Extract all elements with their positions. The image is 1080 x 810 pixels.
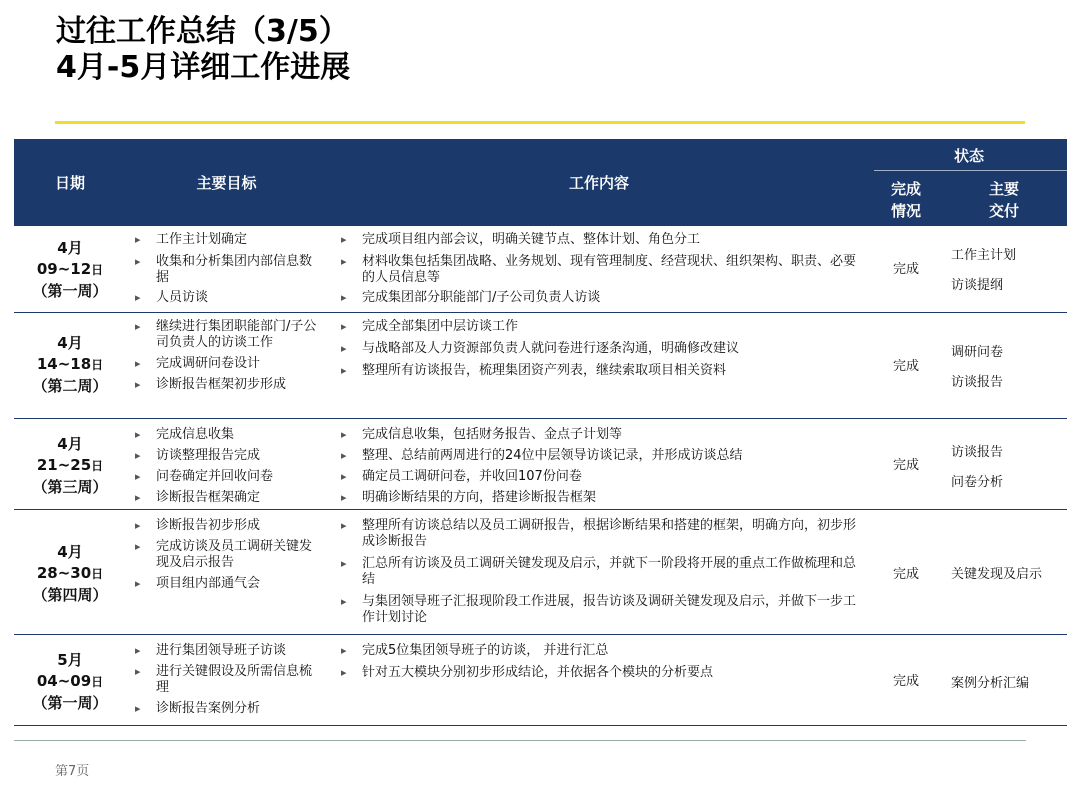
page-number: 第7页: [55, 764, 90, 779]
goal-item: ▸ 访谈整理报告完成: [134, 448, 319, 464]
row-status: 完成: [892, 359, 919, 374]
goal-item: ▸ 诊断报告案例分析: [134, 701, 319, 717]
row-month: 4月: [57, 334, 83, 352]
work-item: ▸ 完成全部集团中层访谈工作: [340, 319, 868, 335]
goal-item: ▸ 进行关键假设及所需信息梳理: [134, 664, 319, 696]
work-item: ▸ 整理、总结前两周进行的24位中层领导访谈记录，并形成访谈总结: [340, 448, 868, 464]
work-item: ▸ 完成项目组内部会议，明确关键节点、整体计划、角色分工: [340, 232, 868, 248]
goal-item: ▸ 诊断报告框架初步形成: [134, 377, 319, 393]
row-goals: [134, 319, 319, 393]
row-week: （第三周）: [32, 478, 108, 496]
row-goals: [134, 427, 319, 506]
deliverable-item: 问卷分析: [951, 475, 1004, 490]
row-day-suffix: 日: [91, 675, 104, 689]
row-work: [340, 643, 868, 681]
row-range: 14~18: [36, 355, 92, 373]
goal-item: ▸ 诊断报告框架确定: [134, 490, 319, 506]
row-month: 4月: [57, 239, 83, 257]
row-day-suffix: 日: [91, 263, 104, 277]
deliverable-item: 调研问卷: [951, 345, 1004, 360]
row-deliverables: [951, 445, 1071, 491]
row-week: （第一周）: [32, 694, 108, 712]
row-work: [340, 518, 868, 626]
row-day-suffix: 日: [91, 459, 104, 473]
row-day-suffix: 日: [91, 358, 104, 372]
row-week: （第二周）: [32, 377, 108, 395]
footer-divider: [14, 740, 1026, 741]
row-work: [340, 232, 868, 306]
work-item: ▸ 与集团领导班子汇报现阶段工作进展，报告访谈及调研关键发现及启示，并做下一步工作计划讨论: [340, 594, 868, 626]
row-status: 完成: [892, 567, 919, 582]
work-item: ▸ 完成5位集团领导班子的访谈， 并进行汇总: [340, 643, 868, 659]
row-goals: [134, 518, 319, 592]
work-item: ▸ 整理所有访谈总结以及员工调研报告，根据诊断结果和搭建的框架，明确方向，初步形成诊断报告: [340, 518, 868, 550]
table-header: [14, 139, 1067, 226]
row-range: 28~30: [36, 564, 92, 582]
table-row: [14, 228, 1067, 313]
row-status: 完成: [892, 262, 919, 277]
row-deliverables: [951, 676, 1071, 692]
work-item: ▸ 材料收集包括集团战略、业务规划、现有管理制度、经营现状、组织架构、职责、必要的人员信息等: [340, 254, 868, 286]
work-item: ▸ 确定员工调研问卷，并收回107份问卷: [340, 469, 868, 485]
table-row: [14, 510, 1067, 635]
work-item: ▸ 明确诊断结果的方向，搭建诊断报告框架: [340, 490, 868, 506]
deliverable-item: 访谈报告: [951, 375, 1004, 390]
row-date: [14, 238, 126, 302]
row-deliverables: [951, 567, 1071, 583]
table-row: [14, 419, 1067, 510]
goal-item: ▸ 项目组内部通气会: [134, 576, 319, 592]
row-range: 04~09: [36, 672, 92, 690]
header-deliv-line-2: 交付: [988, 202, 1019, 220]
row-date: [14, 542, 126, 606]
row-month: 5月: [57, 651, 83, 669]
row-work: [340, 427, 868, 506]
row-goals: [134, 643, 319, 717]
table-row: [14, 635, 1067, 726]
row-deliverables: [951, 345, 1071, 391]
row-range: 09~12: [36, 260, 92, 278]
header-done-line-1: 完成: [890, 180, 921, 198]
deliverable-item: 工作主计划: [951, 248, 1017, 263]
row-date: [14, 333, 126, 397]
work-item: ▸ 针对五大模块分别初步形成结论，并依据各个模块的分析要点: [340, 665, 868, 681]
goal-item: ▸ 进行集团领导班子访谈: [134, 643, 319, 659]
deliverable-item: 访谈提纲: [951, 278, 1004, 293]
header-status-divider: [874, 170, 1067, 171]
deliverable-item: 案例分析汇编: [951, 676, 1030, 691]
work-item: ▸ 完成信息收集，包括财务报告、金点子计划等: [340, 427, 868, 443]
title-underline: [55, 121, 1025, 124]
goal-item: ▸ 人员访谈: [134, 290, 319, 306]
row-date: [14, 650, 126, 714]
goal-item: ▸ 工作主计划确定: [134, 232, 319, 248]
header-deliv-line-1: 主要: [988, 180, 1019, 198]
table-row: [14, 313, 1067, 419]
header-date: 日期: [54, 174, 85, 192]
deliverable-item: 访谈报告: [951, 445, 1004, 460]
title-line-1: 过往工作总结（3/5）: [56, 14, 349, 49]
header-deliverable: [964, 178, 1044, 222]
row-week: （第一周）: [32, 282, 108, 300]
goal-item: ▸ 完成信息收集: [134, 427, 319, 443]
row-month: 4月: [57, 543, 83, 561]
header-done-line-2: 情况: [890, 202, 921, 220]
goal-item: ▸ 诊断报告初步形成: [134, 518, 319, 534]
row-week: （第四周）: [32, 586, 108, 604]
goal-item: ▸ 完成调研问卷设计: [134, 356, 319, 372]
row-status: 完成: [892, 674, 919, 689]
header-status: 状态: [953, 147, 984, 165]
slide-title: [56, 14, 350, 86]
header-work: 工作内容: [568, 174, 629, 192]
row-deliverables: [951, 248, 1071, 294]
goal-item: ▸ 收集和分析集团内部信息数据: [134, 254, 319, 286]
header-done: [876, 178, 936, 222]
row-date: [14, 434, 126, 498]
header-goals: 主要目标: [196, 174, 257, 192]
row-range: 21~25: [36, 456, 92, 474]
goal-item: ▸ 完成访谈及员工调研关键发现及启示报告: [134, 539, 319, 571]
row-work: [340, 319, 868, 379]
work-item: ▸ 与战略部及人力资源部负责人就问卷进行逐条沟通，明确修改建议: [340, 341, 868, 357]
row-day-suffix: 日: [91, 567, 104, 581]
work-item: ▸ 完成集团部分职能部门/子公司负责人访谈: [340, 290, 868, 306]
work-item: ▸ 整理所有访谈报告，梳理集团资产列表，继续索取项目相关资料: [340, 363, 868, 379]
title-line-2: 4月-5月详细工作进展: [56, 50, 351, 85]
goal-item: ▸ 继续进行集团职能部门/子公司负责人的访谈工作: [134, 319, 319, 351]
row-goals: [134, 232, 319, 306]
row-month: 4月: [57, 435, 83, 453]
deliverable-item: 关键发现及启示: [951, 567, 1043, 582]
row-status: 完成: [892, 458, 919, 473]
goal-item: ▸ 问卷确定并回收问卷: [134, 469, 319, 485]
work-item: ▸ 汇总所有访谈及员工调研关键发现及启示，并就下一阶段将开展的重点工作做梳理和总结: [340, 556, 868, 588]
